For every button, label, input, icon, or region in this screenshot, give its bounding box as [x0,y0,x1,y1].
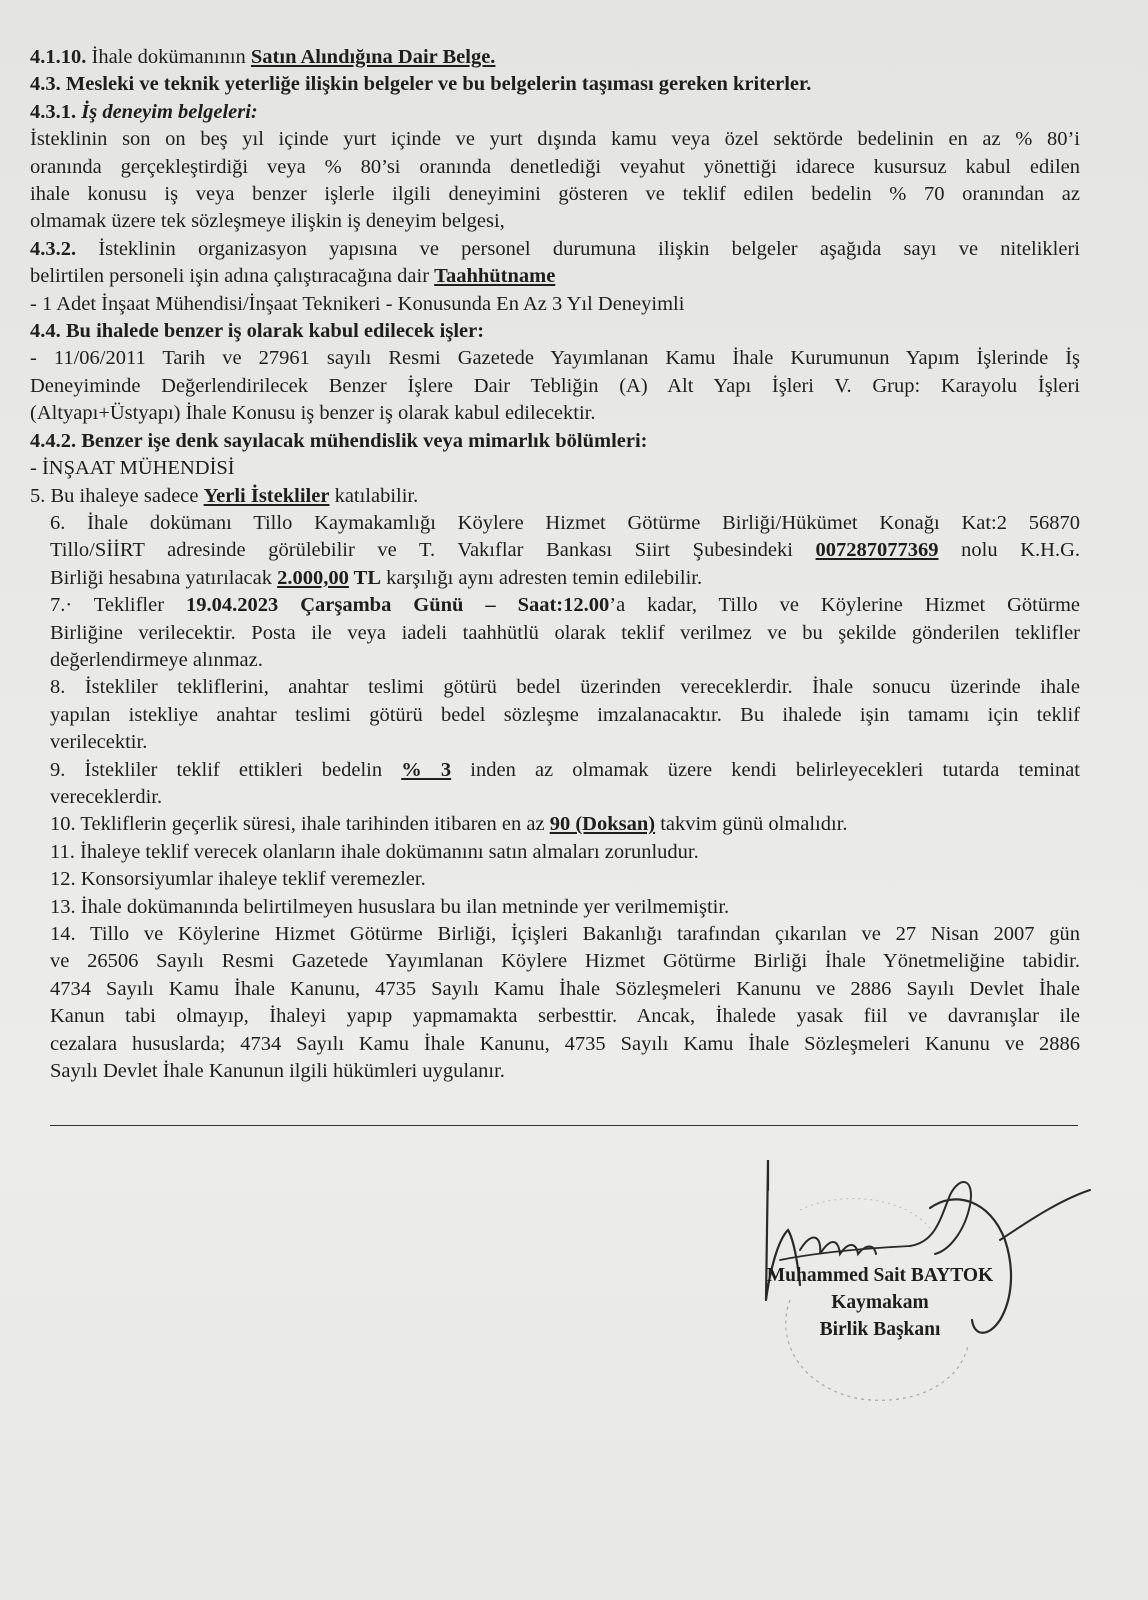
paragraph-line: cezalara hususlarda; 4734 Sayılı Kamu İhale Kanunu, 4735 Sayılı Kamu İhale Sözleşmeleri Kanunu ve 2886 [50,1032,1080,1055]
paragraph-line: oranında gerçekleştirdiği veya % 80’si oranında denetlediği veyahut yönettiği idarece kusursuz kabul edilen [30,155,1080,178]
clause-text: 5. Bu ihaleye sadece [30,484,204,507]
clause-13: 13. İhale dokümanında belirtilmeyen hususlara bu ilan metninde yer verilmemiştir. [50,895,730,918]
announcement-body [30,44,1080,1085]
paragraph-line: değerlendirmeye alınmaz. [50,648,263,671]
clause-4-1-10 [30,44,1080,71]
clause-underlined-term: Yerli İstekliler [203,484,330,507]
currency: TL [348,566,381,589]
clause-text: takvim günü olmalıdır. [655,813,848,836]
paragraph-line: olmamak üzere tek sözleşmeye ilişkin iş deneyim belgesi, [30,210,505,233]
account-number: 007287077369 [815,539,939,562]
clause-4-4-heading: 4.4. Bu ihalede benzer iş olarak kabul edilecek işler: [30,320,485,343]
signer-title: Kaymakam [831,1292,929,1313]
signer-role: Birlik Başkanı [819,1319,941,1340]
clause-14: 14. Tillo ve Köylerine Hizmet Götürme Birliği, İçişleri Bakanlığı tarafından çıkarılan ve 27 Nisan 2007 gün [50,923,1080,945]
clause-9 [30,757,1080,784]
clause-text: İsteklinin organizasyon yapısına ve personel durumuna ilişkin belgeler aşağıda sayı ve nitelikleri [76,237,1080,260]
clause-text: Birliği hesabına yatırılacak [50,566,278,589]
paragraph-line: Birliğine verilecektir. Posta ile veya iadeli taahhütlü olarak teklif verilmez ve bu şekilde gönderilen teklifler [50,621,1080,644]
clause-underlined-term: Satın Alındığına Dair Belge. [250,46,496,68]
clause-text: İhale dokümanının [86,46,251,68]
paragraph-line: (Altyapı+Üstyapı) İhale Konusu iş benzer iş olarak kabul edilecektir. [30,402,596,425]
horizontal-divider [50,1125,1078,1126]
paragraph-line: Deneyiminde Değerlendirilecek Benzer İşlere Dair Tebliğin (A) Alt Yapı İşleri V. Grup: Karayolu İşleri [30,374,1080,397]
paragraph-line: ihale konusu iş veya benzer işlerle ilgili deneyimini gösteren ve teklif edilen bedelin % 70 oranından az [30,183,1080,206]
validity-period: 90 (Doksan) [549,813,656,836]
clause-text: 10. Tekliflerin geçerlik süresi, ihale tarihinden itibaren en az [50,813,550,836]
clause-number: 4.3.1. [30,100,82,123]
clause-text: nolu K.H.G. [938,539,1080,562]
clause-4-3-1-heading [30,99,1080,126]
clause-4-3-heading: 4.3. Mesleki ve teknik yeterliğe ilişkin belgeler ve bu belgelerin taşıması gereken kriterler. [30,73,812,96]
paragraph-line: 4734 Sayılı Kamu İhale Kanunu, 4735 Sayılı Kamu İhale Sözleşmeleri Kanunu ve 2886 Sayılı Devlet İhale [50,977,1080,1000]
paragraph-line: vereceklerdir. [50,785,163,808]
clause-text: inden az olmamak üzere kendi belirleyecekleri tutarda teminat [451,758,1080,781]
clause-underlined-term: Taahhütname [434,265,556,288]
paragraph-line [30,537,1080,564]
clause-text: karşılığı aynı adresten temin edilebilir. [381,566,703,589]
paragraph-line: Kanun tabi olmayıp, İhaleyi yapıp yapmamakta serbesttir. Ancak, İhalede yasak fiil ve davranışlar ile [50,1005,1080,1028]
clause-10 [30,811,1080,838]
clause-text: 7.· Teklifler [50,594,187,617]
clause-text: Tillo/SİİRT adresinde görülebilir ve T. Vakıflar Bankası Siirt Şubesindeki [50,539,816,562]
guarantee-rate: % 3 [401,758,452,781]
document-fee: 2.000,00 [277,566,349,589]
personnel-item: - 1 Adet İnşaat Mühendisi/İnşaat Teknikeri - Konusunda En Az 3 Yıl Deneyimli [30,292,685,315]
paragraph-line [30,565,1080,592]
paragraph-line: - 11/06/2011 Tarih ve 27961 sayılı Resmi Gazetede Yayımlanan Kamu İhale Kurumunun Yapım İşlerinde İş [30,347,1080,370]
clause-number: 4.3.2. [30,237,77,260]
clause-5 [30,483,1080,510]
paragraph-line: Sayılı Devlet İhale Kanunun ilgili hükümleri uygulanır. [50,1060,505,1083]
paragraph-line: İsteklinin son on beş yıl içinde yurt içinde ve yurt dışında kamu veya özel sektörde bedelinin en az % 80’i [30,128,1080,151]
signature-block [750,1262,1010,1343]
clause-text: katılabilir. [329,484,419,507]
paragraph-line [30,263,1080,290]
clause-4-4-2-heading: 4.4.2. Benzer işe denk sayılacak mühendislik veya mimarlık bölümleri: [30,429,648,452]
clause-number: 4.1.10. [30,46,87,68]
signer-name: Muhammed Sait BAYTOK [766,1265,994,1286]
clause-4-3-2 [30,236,1080,263]
clause-text: belirtilen personeli işin adına çalıştıracağına dair [30,265,435,288]
clause-7 [30,592,1080,619]
paragraph-line: verilecektir. [50,731,148,754]
clause-text: ’a kadar, Tillo ve Köylerine Hizmet Götürme [609,594,1080,617]
clause-text: 9. İstekliler teklif ettikleri bedelin [50,758,402,781]
clause-11: 11. İhaleye teklif verecek olanların ihale dokümanını satın almaları zorunludur. [50,840,699,863]
paragraph-line: yapılan istekliye anahtar teslimi götürü bedel sözleşme imzalanacaktır. Bu ihalede işin tamamı için teklif [50,703,1080,726]
department-item: - İNŞAAT MÜHENDİSİ [30,457,235,480]
clause-12: 12. Konsorsiyumlar ihaleye teklif veremezler. [50,868,426,891]
clause-6: 6. İhale dokümanı Tillo Kaymakamlığı Köylere Hizmet Götürme Birliği/Hükümet Konağı Kat:2 56870 [50,511,1080,534]
clause-title: İş deneyim belgeleri: [81,100,258,123]
bid-deadline: 19.04.2023 Çarşamba Günü – Saat:12.00 [186,594,610,617]
paragraph-line: ve 26506 Sayılı Resmi Gazetede Yayımlanan Köylere Hizmet Götürme Birliği İhale Yönetmeliğine tabidir. [50,950,1080,973]
clause-8: 8. İstekliler tekliflerini, anahtar teslimi götürü bedel üzerinden vereceklerdir. İhale sonucu üzerinde ihale [50,676,1080,699]
